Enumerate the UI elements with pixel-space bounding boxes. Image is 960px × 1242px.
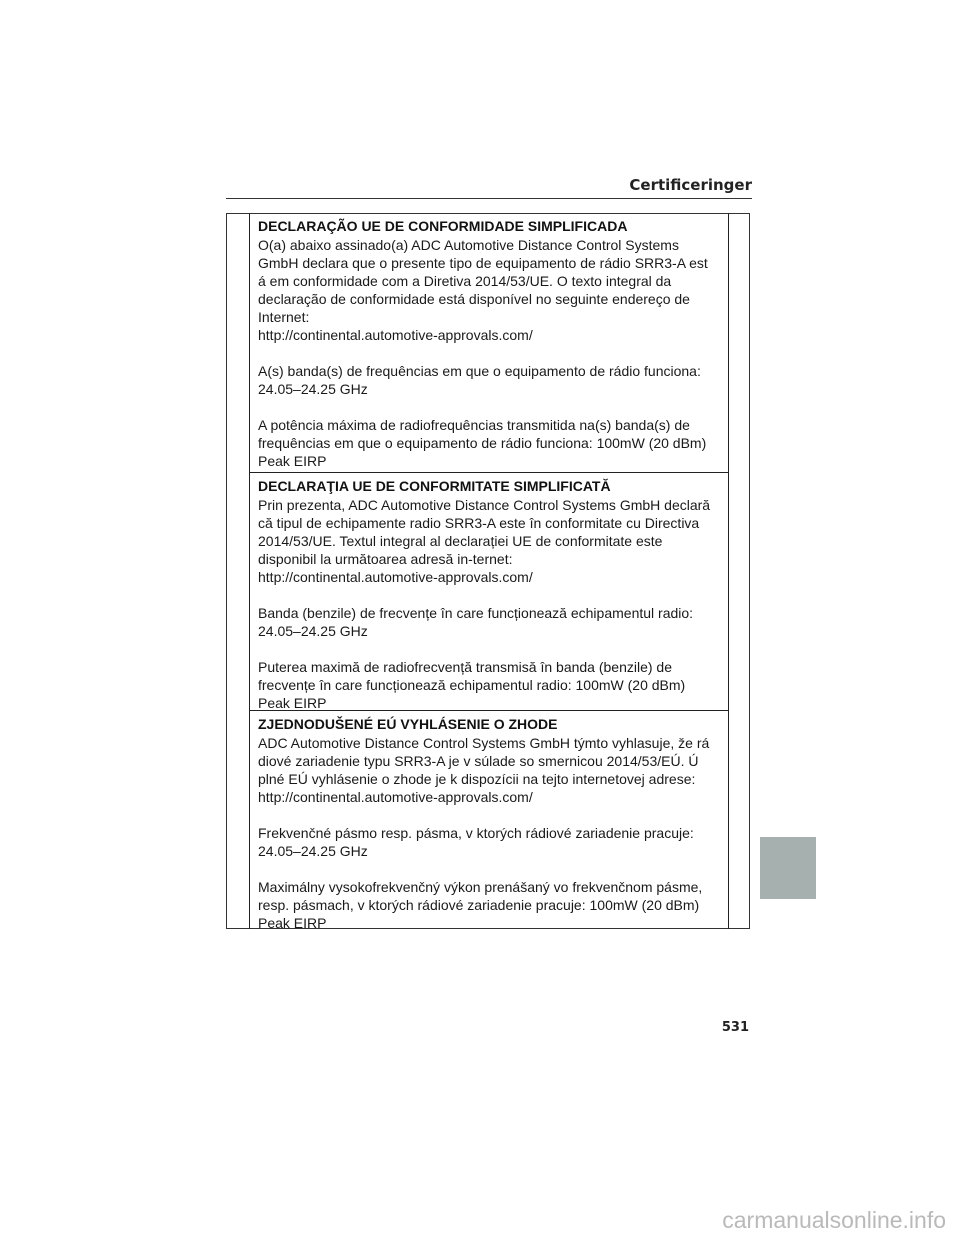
declarations-table <box>249 213 729 929</box>
frequency-band-text: A(s) banda(s) de frequências em que o equipamento de rádio funciona: 24.05–24.25 GHz <box>258 363 701 397</box>
max-power-text: Maximálny vysokofrekvenčný výkon prenášaný vo frekvenčnom pásme, resp. pásmach, v ktorých rádiové zariadenie pracuje: 100mW (20 dBm) Peak EIRP <box>258 879 703 931</box>
max-power-text: Puterea maximă de radiofrecvență transmisă în banda (benzile) de frecvențe în care funcționează echipamentul radio: 100mW (20 dBm) Peak EIRP <box>258 659 686 711</box>
max-power-text: A potência máxima de radiofrequências transmitida na(s) banda(s) de frequências em que o equipamento de rádio funciona: 100mW (20 dBm) Peak EIRP <box>258 417 707 469</box>
section-heading: ZJEDNODUŠENÉ EÚ VYHLÁSENIE O ZHODE <box>258 716 558 732</box>
watermark: carmanualsonline.info <box>722 1207 946 1233</box>
header-title: Certificeringer <box>629 176 752 194</box>
section-slovak <box>250 710 728 929</box>
section-heading: DECLARAÇÃO UE DE CONFORMIDADE SIMPLIFICADA <box>258 218 628 234</box>
declaration-text: O(a) abaixo assinado(a) ADC Automotive Distance Control Systems GmbH declara que o presente tipo de equipamento de rádio SRR3-A est á em conformidade com a Diretiva 2014/53/UE. O texto integral da declaração de conformidade está disponível no seguinte endereço de Internet: http://continental.automotive-approvals.com/ <box>258 237 708 343</box>
frequency-band-text: Banda (benzile) de frecvențe în care funcționează echipamentul radio: 24.05–24.25 GHz <box>258 605 694 639</box>
section-portuguese <box>250 213 728 472</box>
frequency-band-text: Frekvenčné pásmo resp. pásma, v ktorých rádiové zariadenie pracuje: 24.05–24.25 GHz <box>258 825 694 859</box>
page-number: 531 <box>721 1020 749 1035</box>
declarations-frame <box>226 213 750 929</box>
declaration-text: Prin prezenta, ADC Automotive Distance Control Systems GmbH declară că tipul de echipamente radio SRR3-A este în conformitate cu Directiva 2014/53/UE. Textul integral al declarației UE de conformitate este disponibil la următoarea adresă in-ternet: http://continental.automotive-approvals.com/ <box>258 497 711 585</box>
section-romanian <box>250 472 728 710</box>
header-rule <box>226 198 752 199</box>
section-heading: DECLARAŢIA UE DE CONFORMITATE SIMPLIFICATĂ <box>258 478 611 494</box>
chapter-side-tab <box>760 837 816 899</box>
declaration-text: ADC Automotive Distance Control Systems GmbH týmto vyhlasuje, že rá diové zariadenie typu SRR3-A je v súlade so smernicou 2014/53/EÚ. Ú plné EÚ vyhlásenie o zhode je k dispozícii na tejto internetovej adrese: http://continental.automotive-approvals.com/ <box>258 735 710 805</box>
